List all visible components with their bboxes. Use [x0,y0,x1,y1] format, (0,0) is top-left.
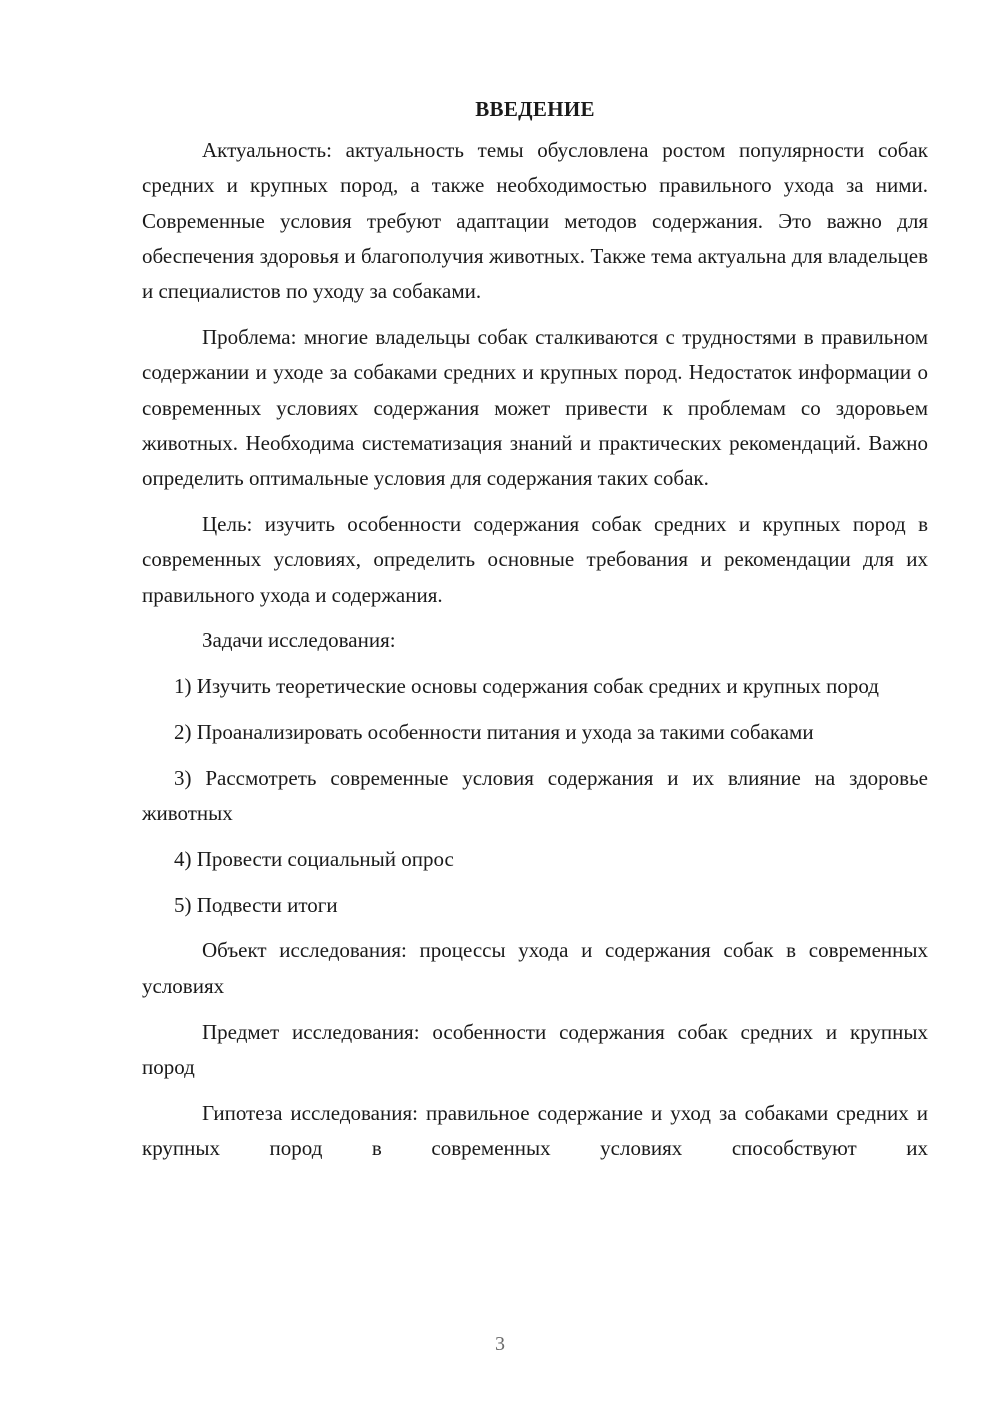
tasks-heading: Задачи исследования: [202,628,396,653]
task-item-5: 5) Подвести итоги [174,892,338,917]
goal-paragraph: Цель: изучить особенности содержания собак средних и крупных пород в современных условиях, определить основные требования и рекомендации для их правильного ухода и содержания. [142,511,928,607]
page-number: 3 [495,1333,505,1355]
relevance-paragraph: Актуальность: актуальность темы обусловлена ростом популярности собак средних и крупных пород, а также необходимостью правильного ухода за ними. Современные условия требуют адаптации методов содержания. Это важно для обеспечения здоровья и благополучия животных. Также тема актуальна для владельцев и специалистов по уходу за собаками. [142,138,928,304]
subject-paragraph: Предмет исследования: особенности содержания собак средних и крупных пород [142,1019,928,1079]
task-item-1: 1) Изучить теоретические основы содержания собак средних и крупных пород [174,674,879,699]
task-item-4: 4) Провести социальный опрос [174,846,454,871]
page-title: ВВЕДЕНИЕ [475,97,595,121]
object-paragraph: Объект исследования: процессы ухода и содержания собак в современных условиях [142,938,928,998]
problem-paragraph: Проблема: многие владельцы собак сталкиваются с трудностями в правильном содержании и уходе за собаками средних и крупных пород. Недостаток информации о современных условиях содержания может привести к проблемам со здоровьем животных. Необходима систематизация знаний и практических рекомендаций. Важно определить оптимальные условия для содержания таких собак. [142,324,928,491]
task-item-3: 3) Рассмотреть современные условия содержания и их влияние на здоровье животных [142,765,928,826]
hypothesis-paragraph: Гипотеза исследования: правильное содержание и уход за собаками средних и крупных пород в современных условиях способствуют их [142,1100,928,1160]
document-page [142,92,928,1166]
task-item-2: 2) Проанализировать особенности питания и ухода за такими собаками [174,719,814,744]
